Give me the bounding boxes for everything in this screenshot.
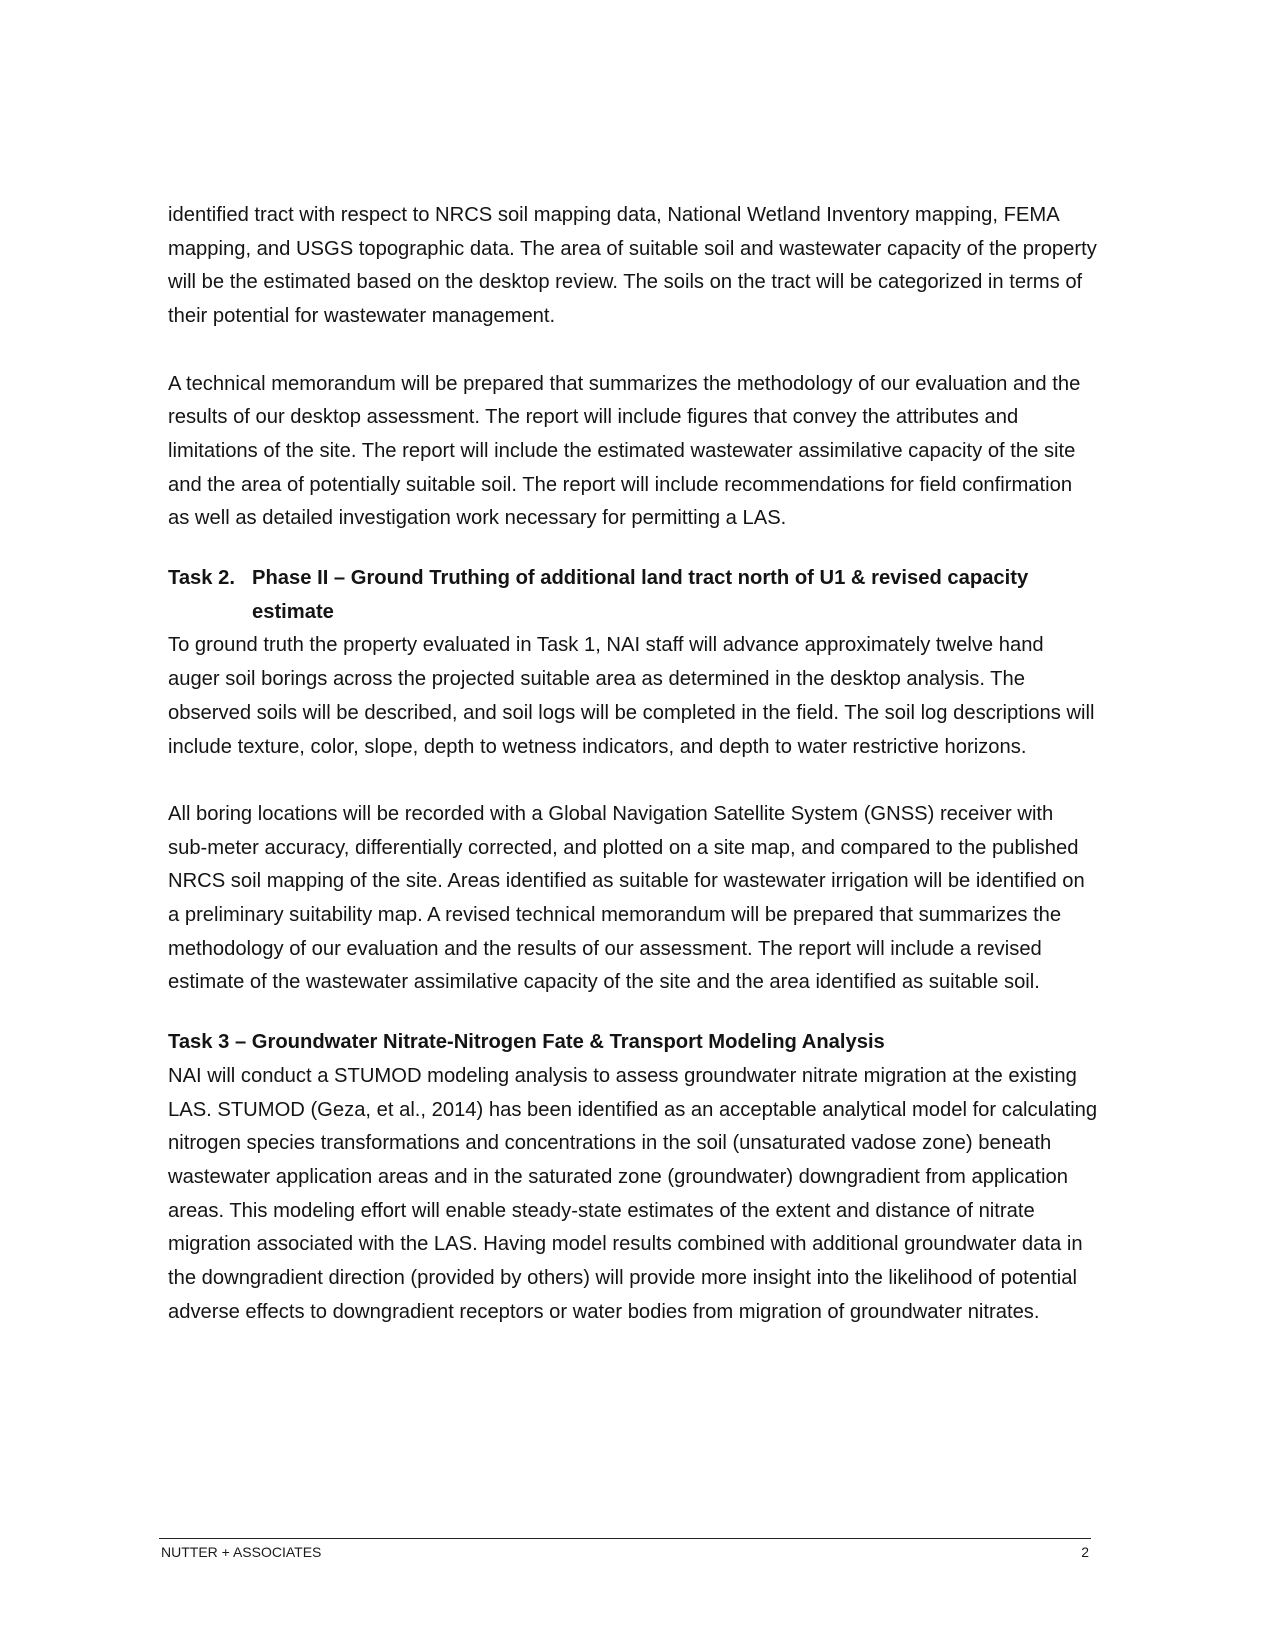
task3-paragraph: NAI will conduct a STUMOD modeling analysis to assess groundwater nitrate migration at the existing LAS. STUMOD (Geza, et al., 2014) has been identified as an acceptable analytical model for calculating nitrogen species transformations and concentrations in the soil (unsaturated vadose zone) beneath wastewater application areas and in the saturated zone (groundwater) downgradient from application areas. This modeling effort will enable steady-state estimates of the extent and distance of nitrate migration associated with the LAS. Having model results combined with additional groundwater data in the downgradient direction (provided by others) will provide more insight into the likelihood of potential adverse effects to downgradient receptors or water bodies from migration of groundwater nitrates. xyxy=(168,1064,1098,1323)
task2-paragraph-1: To ground truth the property evaluated in Task 1, NAI staff will advance approximately twelve hand auger soil borings across the projected suitable area as determined in the desktop analysis. The observed soils will be described, and soil logs will be completed in the field. The soil log descriptions will include texture, color, slope, depth to wetness indicators, and depth to water restrictive horizons. xyxy=(168,634,1095,758)
body-content xyxy=(168,199,1098,1329)
task2-paragraph-2: All boring locations will be recorded with a Global Navigation Satellite System (GNSS) receiver with sub-meter accuracy, differentially corrected, and plotted on a site map, and compared to the published NRCS soil mapping of the site. Areas identified as suitable for wastewater irrigation will be identified on a preliminary suitability map. A revised technical memorandum will be prepared that summarizes the methodology of our evaluation and the results of our assessment. The report will include a revised estimate of the wastewater assimilative capacity of the site and the area identified as suitable soil. xyxy=(168,802,1085,994)
footer-page-number: 2 xyxy=(1081,1544,1089,1560)
task2-number: Task 2. xyxy=(168,567,235,590)
footer-rule xyxy=(159,1538,1091,1539)
footer-company: NUTTER + ASSOCIATES xyxy=(161,1544,322,1560)
page-footer xyxy=(161,1543,1089,1561)
task2-heading xyxy=(168,562,1098,629)
task2-title: Phase II – Ground Truthing of additional land tract north of U1 & revised capacity estimate xyxy=(252,567,1029,623)
memo-paragraph: A technical memorandum will be prepared that summarizes the methodology of our evaluation and the results of our desktop assessment. The report will include figures that convey the attributes and limitations of the site. The report will include the estimated wastewater assimilative capacity of the site and the area of potentially suitable soil. The report will include recommendations for field confirmation as well as detailed investigation work necessary for permitting a LAS. xyxy=(168,372,1081,530)
intro-paragraph: identified tract with respect to NRCS soil mapping data, National Wetland Inventory mapping, FEMA mapping, and USGS topographic data. The area of suitable soil and wastewater capacity of the property will be the estimated based on the desktop review. The soils on the tract will be categorized in terms of their potential for wastewater management. xyxy=(168,204,1097,328)
task3-heading: Task 3 – Groundwater Nitrate-Nitrogen Fate & Transport Modeling Analysis xyxy=(168,1031,885,1054)
